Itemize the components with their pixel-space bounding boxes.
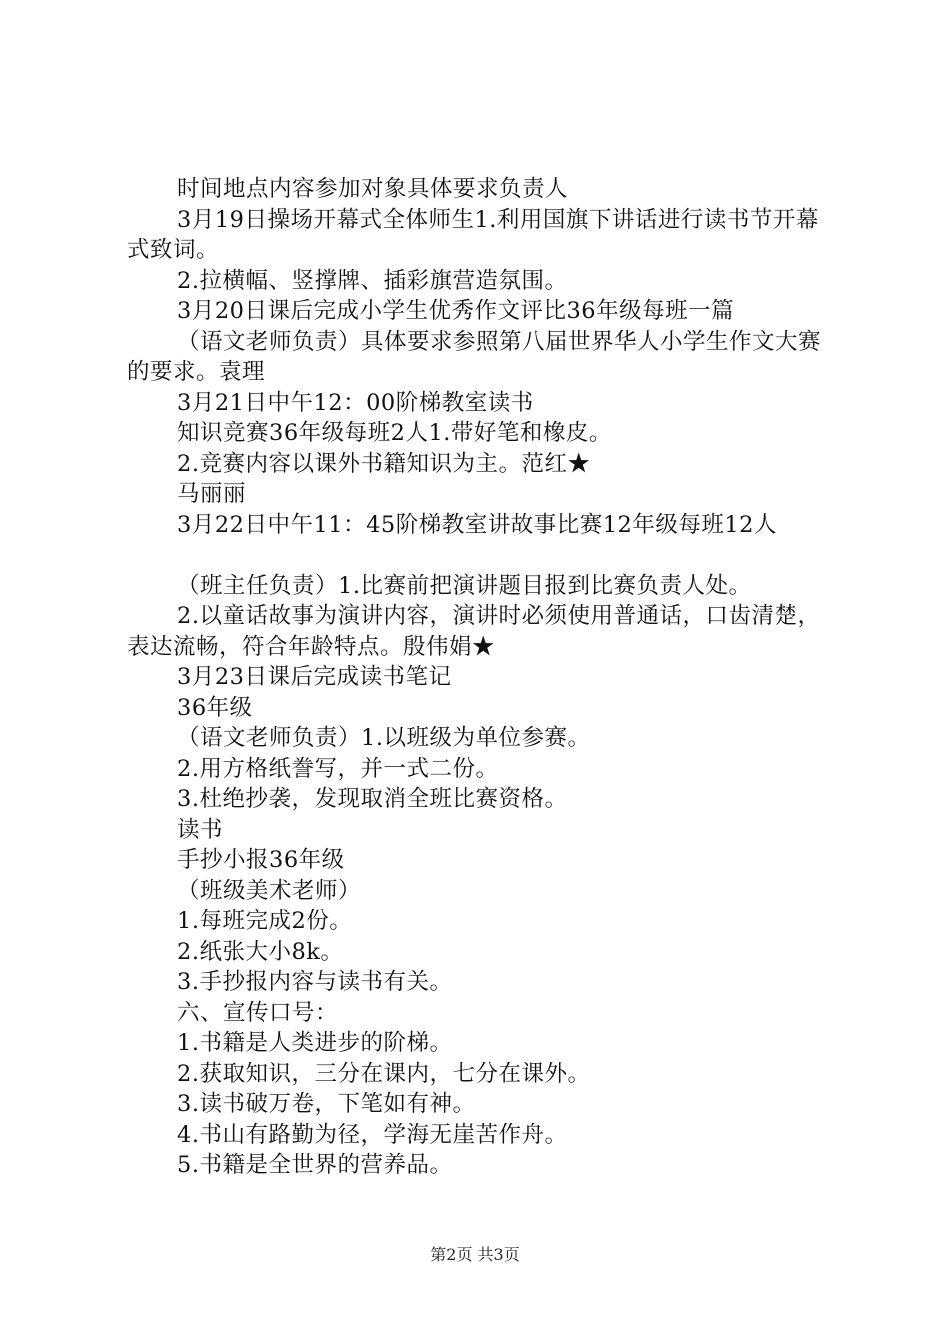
- schedule-row-notes: 3月23日课后完成读书笔记: [177, 664, 452, 690]
- schedule-row-handcopy: 手抄小报36年级: [177, 847, 345, 873]
- document-body: [127, 174, 833, 1181]
- essay-requirements: （语文老师负责）具体要求参照第八届世界华人小学生作文大赛的要求。袁理: [127, 328, 822, 385]
- slogan-item: 1.书籍是人类进步的阶梯。: [177, 1030, 453, 1056]
- schedule-row-quiz: 3月21日中午12：00阶梯教室读书: [177, 389, 534, 416]
- notes-grade: 36年级: [177, 694, 253, 721]
- notes-requirement-3: 3.杜绝抄袭，发现取消全班比赛资格。: [177, 786, 568, 812]
- slogan-item: 4.书山有路勤为径，学海无崖苦作舟。: [177, 1121, 568, 1148]
- handcopy-requirement-2: 2.纸张大小8k。: [177, 938, 344, 965]
- handcopy-responsible: （班级美术老师）: [177, 877, 362, 904]
- notes-requirement-1: （语文老师负责）1.以班级为单位参赛。: [177, 725, 591, 751]
- quiz-requirement-2: 2.竞赛内容以课外书籍知识为主。范红★: [177, 450, 591, 477]
- schedule-row-storytelling: 3月22日中午11：45阶梯教室讲故事比赛12年级每班12人: [177, 511, 777, 538]
- storytelling-requirement-1: （班主任负责）1.比赛前把演讲题目报到比赛负责人处。: [177, 572, 752, 599]
- quiz-coordinator: 马丽丽: [177, 481, 247, 507]
- schedule-row-essay: 3月20日课后完成小学生优秀作文评比36年级每班一篇: [177, 298, 735, 324]
- handcopy-requirement-3: 3.手抄报内容与读书有关。: [177, 969, 453, 995]
- slogan-item: 3.读书破万卷，下笔如有神。: [177, 1091, 476, 1117]
- section-heading-slogans: 六、宣传口号：: [177, 999, 339, 1026]
- notes-requirement-2: 2.用方格纸誊写，并一式二份。: [177, 755, 499, 782]
- slogan-item: 2.获取知识，三分在课内，七分在课外。: [177, 1060, 591, 1087]
- opening-requirement-2: 2.拉横幅、竖撑牌、插彩旗营造氛围。: [177, 267, 568, 294]
- schedule-table-header: 时间地点内容参加对象具体要求负责人: [177, 176, 569, 202]
- quiz-details: 知识竞赛36年级每班2人1.带好笔和橡皮。: [177, 420, 612, 446]
- storytelling-requirement-2: 2.以童话故事为演讲内容，演讲时必须使用普通话，口齿清楚，表达流畅，符合年龄特点。殷伟娟★: [127, 603, 821, 660]
- handcopy-requirement-1: 1.每班完成2份。: [177, 908, 353, 934]
- page-number-footer: 第2页 共3页: [430, 1245, 520, 1264]
- slogan-item: 5.书籍是全世界的营养品。: [177, 1152, 453, 1178]
- handcopy-label: 读书: [177, 816, 224, 843]
- schedule-row-opening: 3月19日操场开幕式全体师生1.利用国旗下讲话进行读书节开幕式致词。: [127, 206, 819, 263]
